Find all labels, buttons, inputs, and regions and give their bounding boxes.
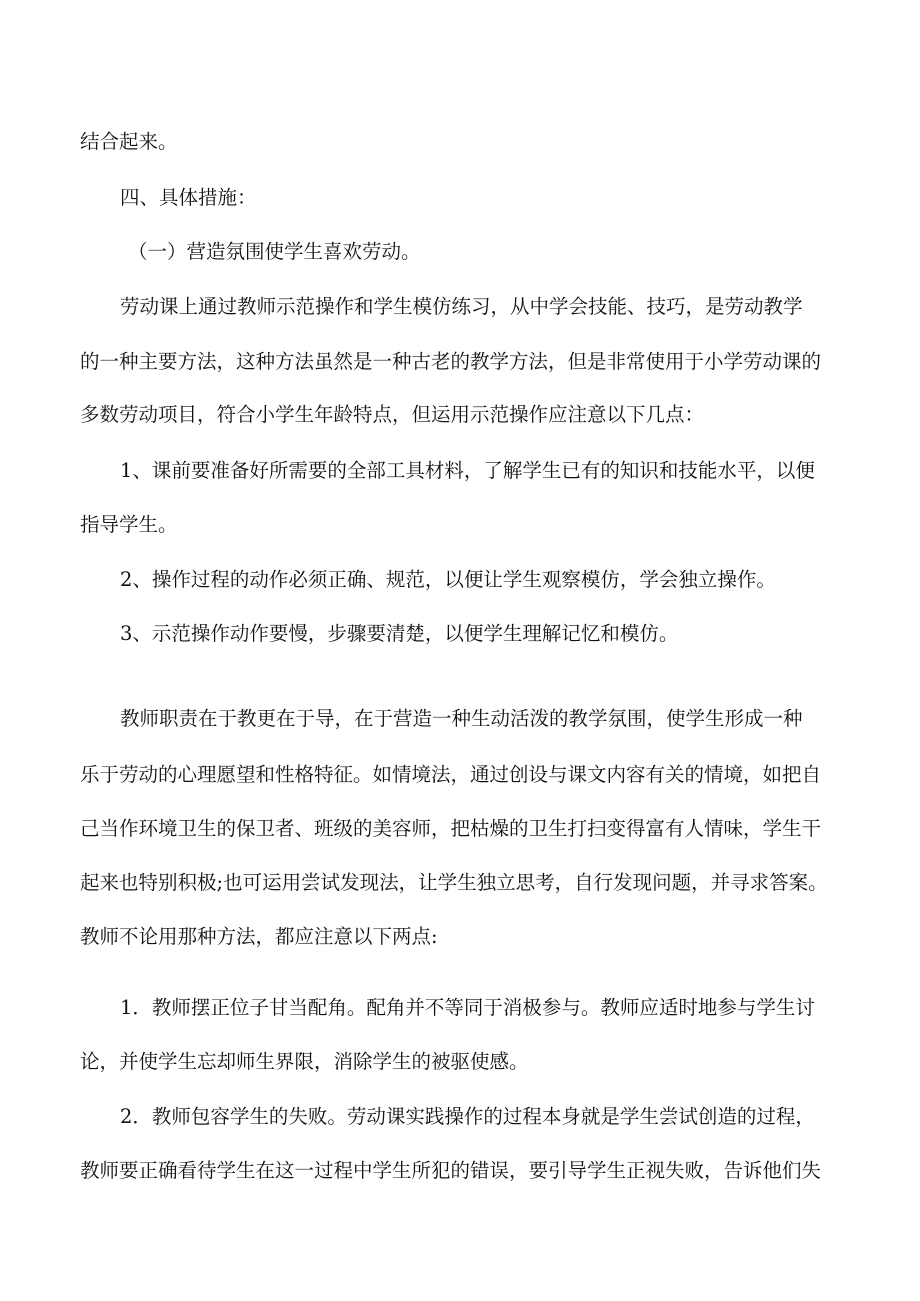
list-item-line: 1、课前要准备好所需要的全部工具材料，了解学生已有的知识和技能水平，以便 <box>120 459 815 482</box>
section-heading: 四、具体措施： <box>120 186 257 209</box>
list-item-line: 教师要正确看待学生在这一过程中学生所犯的错误，要引导学生正视失败，告诉他们失 <box>80 1159 822 1182</box>
paragraph-line: 起来也特别积极;也可运用尝试发现法，让学生独立思考，自行发现问题，并寻求答案。 <box>80 871 828 894</box>
paragraph-line: 多数劳动项目，符合小学生年龄特点，但运用示范操作应注意以下几点： <box>80 403 705 426</box>
paragraph-line: 教师职责在于教更在于导，在于营造一种生动活泼的教学氛围，使学生形成一种 <box>120 707 803 730</box>
subsection-heading: （一）营造氛围使学生喜欢劳动。 <box>128 240 421 263</box>
paragraph-line: 己当作环境卫生的保卫者、班级的美容师，把枯燥的卫生打扫变得富有人情味，学生干 <box>80 817 822 840</box>
list-item-line: 2．教师包容学生的失败。劳动课实践操作的过程本身就是学生尝试创造的过程， <box>120 1105 815 1128</box>
paragraph-line: 的一种主要方法，这种方法虽然是一种古老的教学方法，但是非常使用于小学劳动课的 <box>80 350 822 373</box>
list-item-line: 论，并使学生忘却师生界限，消除学生的被驱使感。 <box>80 1050 529 1073</box>
list-item-line: 3、示范操作动作要慢，步骤要清楚，以便学生理解记忆和模仿。 <box>120 622 679 645</box>
list-item-line: 2、操作过程的动作必须正确、规范，以便让学生观察模仿，学会独立操作。 <box>120 568 776 591</box>
paragraph-line: 劳动课上通过教师示范操作和学生模仿练习，从中学会技能、技巧，是劳动教学 <box>120 295 803 318</box>
paragraph-line: 乐于劳动的心理愿望和性格特征。如情境法，通过创设与课文内容有关的情境，如把自 <box>80 763 822 786</box>
text-line: 结合起来。 <box>80 130 178 153</box>
list-item-line: 指导学生。 <box>80 513 178 536</box>
paragraph-line: 教师不论用那种方法，都应注意以下两点: <box>80 925 438 948</box>
list-item-line: 1．教师摆正位子甘当配角。配角并不等同于消极参与。教师应适时地参与学生讨 <box>120 996 815 1019</box>
